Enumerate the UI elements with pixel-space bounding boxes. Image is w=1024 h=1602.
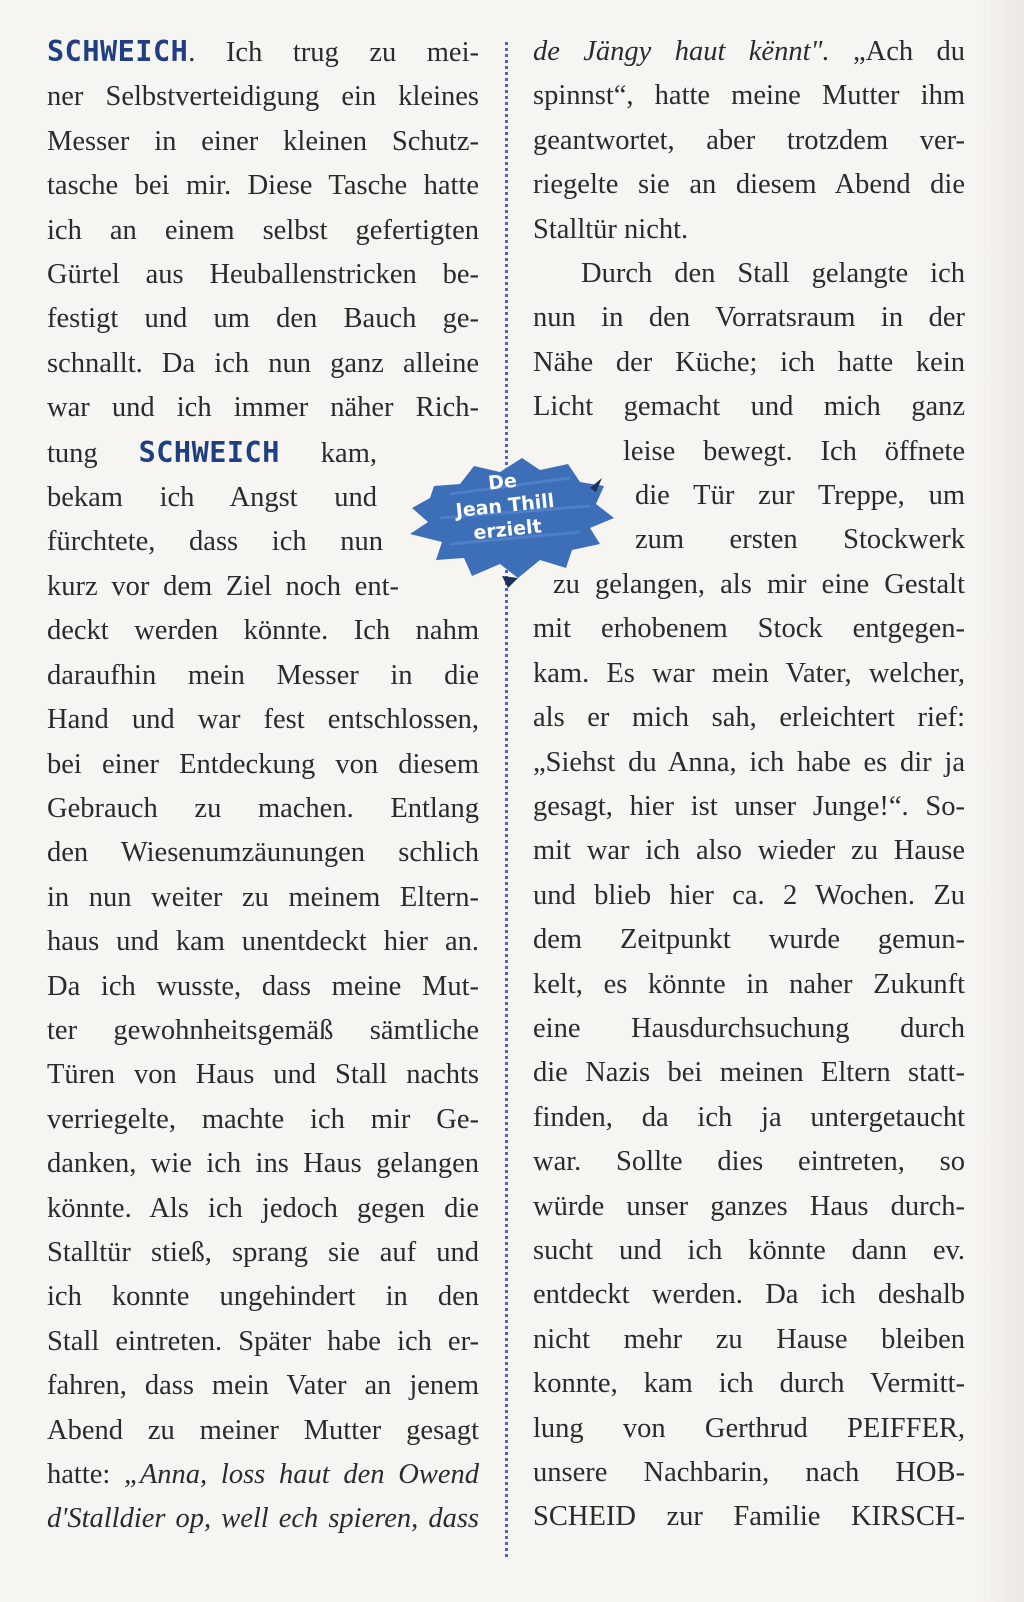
- text-run: Messer in einer kleinen Schutz-: [47, 125, 479, 157]
- text-line: [533, 296, 965, 340]
- text-line: [533, 607, 965, 651]
- text-run: dem Zeitpunkt wurde gemun-: [533, 924, 965, 956]
- text-run: mit war ich also wieder zu Hause: [533, 835, 965, 867]
- text-run: festigt und um den Bauch ge-: [47, 303, 479, 335]
- text-line: [533, 385, 965, 429]
- text-run: ich an einem selbst gefertigten: [47, 214, 479, 246]
- text-run: leise bewegt. Ich öffnete: [623, 435, 965, 467]
- text-run: ner Selbstverteidigung ein kleines: [47, 81, 479, 113]
- text-line: [47, 431, 377, 476]
- text-run: Stalltür nicht.: [533, 213, 689, 245]
- left-text-column: [47, 30, 479, 1542]
- text-run: würde unser ganzes Haus durch-: [533, 1190, 965, 1222]
- text-line: [533, 1318, 965, 1362]
- de-jean-thill-erzielt-badge: [390, 448, 620, 588]
- text-line: [47, 297, 479, 341]
- text-run: kelt, es könnte in naher Zukunft: [533, 968, 965, 1000]
- text-line: [47, 831, 479, 875]
- text-run: Durch den Stall gelangte ich: [581, 258, 965, 290]
- text-line: [533, 163, 965, 207]
- text-line: [533, 1407, 965, 1451]
- text-line: [47, 698, 479, 742]
- text-run: fürchtete, dass ich nun: [47, 526, 383, 558]
- text-run: geantwortet, aber trotzdem ver-: [533, 124, 965, 156]
- text-run: zu gelangen, als mir eine Gestalt: [553, 568, 965, 600]
- text-run: konnte, kam ich durch Vermitt-: [533, 1368, 965, 1400]
- badge-line-1: De: [487, 469, 518, 495]
- text-line: [533, 1096, 965, 1140]
- text-run: die Tür zur Treppe, um: [635, 480, 965, 512]
- text-line: [47, 120, 479, 164]
- text-line: [47, 565, 399, 609]
- text-run: entdeckt werden. Da ich deshalb: [533, 1279, 965, 1311]
- text-run: Stall eintreten. Später habe ich er-: [47, 1325, 479, 1357]
- place-name: SCHWEICH: [47, 35, 189, 68]
- text-line: [47, 965, 479, 1009]
- text-line: [533, 1229, 965, 1273]
- text-run: war und ich immer näher Rich-: [47, 392, 479, 424]
- text-run: . Ich trug zu mei-: [188, 37, 479, 68]
- text-run: Nähe der Küche; ich hatte kein: [533, 346, 965, 378]
- text-line: [47, 1231, 479, 1275]
- text-line: [47, 609, 479, 653]
- text-run: Licht gemacht und mich ganz: [533, 391, 965, 423]
- badge-line-2: Jean Thill: [454, 489, 556, 523]
- text-run: mit erhobenem Stock entgegen-: [533, 613, 965, 645]
- text-line: [47, 476, 377, 520]
- text-line: [533, 696, 965, 740]
- text-run: tasche bei mir. Diese Tasche hatte: [47, 170, 479, 202]
- text-run: Stalltür stieß, sprang sie auf und: [47, 1236, 479, 1268]
- text-line: [47, 654, 479, 698]
- text-run: könnte. Als ich jedoch gegen die: [47, 1192, 479, 1224]
- text-run: lung von Gerthrud PEIFFER,: [533, 1412, 965, 1444]
- text-line: [533, 785, 965, 829]
- text-run: tung: [47, 437, 139, 469]
- text-line: [533, 119, 965, 163]
- text-run: in nun weiter zu meinem Eltern-: [47, 881, 479, 913]
- text-line: [47, 75, 479, 119]
- text-run: „Ach du: [829, 36, 965, 67]
- text-run: Gürtel aus Heuballenstricken be-: [47, 259, 479, 291]
- text-line: [47, 1364, 479, 1408]
- text-line: [47, 1275, 479, 1319]
- text-line: [47, 342, 479, 386]
- text-run: als er mich sah, erleichtert rief:: [533, 702, 965, 734]
- text-line: [533, 918, 965, 962]
- text-line: [533, 829, 965, 873]
- text-line: [47, 1053, 479, 1097]
- text-line: [533, 652, 965, 696]
- text-run: den Wiesenumzäunungen schlich: [47, 837, 479, 869]
- text-line: [47, 787, 479, 831]
- text-run: daraufhin mein Messer in die: [47, 659, 479, 691]
- text-line: [623, 430, 965, 474]
- text-line: [47, 1497, 479, 1541]
- text-line: [47, 876, 479, 920]
- text-run: nun in den Vorratsraum in der: [533, 302, 965, 334]
- text-line: [47, 1142, 479, 1186]
- text-line: [47, 520, 383, 564]
- text-run: riegelte sie an diesem Abend die: [533, 169, 965, 201]
- text-run: kam. Es war mein Vater, welcher,: [533, 657, 965, 689]
- text-run: Da ich wusste, dass meine Mut-: [47, 970, 479, 1002]
- text-run: verriegelte, machte ich mir Ge-: [47, 1103, 479, 1135]
- text-run: die Nazis bei meinen Eltern statt-: [533, 1057, 965, 1089]
- text-line: [533, 1273, 965, 1317]
- text-line: [533, 341, 965, 385]
- text-line: [47, 1187, 479, 1231]
- text-run: sucht und ich könnte dann ev.: [533, 1234, 965, 1266]
- text-line: [533, 1451, 965, 1495]
- text-run: war. Sollte dies eintreten, so: [533, 1146, 965, 1178]
- text-run: „Siehst du Anna, ich habe es dir ja: [533, 746, 965, 778]
- text-run: Türen von Haus und Stall nachts: [47, 1059, 479, 1091]
- text-line: [47, 164, 479, 208]
- text-line: [533, 30, 965, 74]
- text-run: danken, wie ich ins Haus gelangen: [47, 1148, 479, 1180]
- text-line: [47, 1098, 479, 1142]
- text-run: spinnst“, hatte meine Mutter ihm: [533, 80, 965, 112]
- text-run: eine Hausdurchsuchung durch: [533, 1012, 965, 1044]
- text-line: [533, 74, 965, 118]
- text-line: [47, 209, 479, 253]
- text-line: [47, 743, 479, 787]
- text-line: [533, 1362, 965, 1406]
- text-line: [533, 741, 965, 785]
- text-line: [47, 920, 479, 964]
- text-line: [533, 1051, 965, 1095]
- text-run: ter gewohnheitsgemäß sämtliche: [47, 1014, 479, 1046]
- text-line: [533, 1140, 965, 1184]
- text-line: [533, 252, 965, 296]
- text-run: und blieb hier ca. 2 Wochen. Zu: [533, 879, 965, 911]
- text-run: Gebrauch zu machen. Entlang: [47, 792, 479, 824]
- text-run: deckt werden könnte. Ich nahm: [47, 615, 479, 647]
- text-run: Abend zu meiner Mutter gesagt: [47, 1414, 479, 1446]
- badge-line-3: erzielt: [472, 515, 543, 545]
- text-run: gesagt, hier ist unser Junge!“. So-: [533, 790, 965, 822]
- text-run: Hand und war fest entschlossen,: [47, 704, 479, 736]
- italic-quote: „Anna, loss haut den Owend: [124, 1459, 480, 1490]
- text-run: SCHEID zur Familie KIRSCH-: [533, 1501, 965, 1533]
- right-text-column: [533, 30, 965, 1540]
- text-run: zum ersten Stockwerk: [635, 524, 965, 556]
- place-name: SCHWEICH: [138, 435, 280, 469]
- text-run: nicht mehr zu Hause bleiben: [533, 1323, 965, 1355]
- text-line: [635, 518, 965, 562]
- text-line: [47, 30, 479, 75]
- italic-quote: d'Stalldier op, well ech spieren, dass: [47, 1503, 479, 1535]
- text-run: unsere Nachbarin, nach HOB-: [533, 1457, 965, 1488]
- page-edge-shadow: [974, 0, 1024, 1602]
- italic-quote: de Jängy haut kënnt".: [533, 36, 830, 67]
- text-run: fahren, dass mein Vater an jenem: [47, 1370, 479, 1402]
- text-run: bekam ich Angst und: [47, 482, 377, 514]
- column-divider: [505, 42, 508, 1557]
- text-line: [533, 1185, 965, 1229]
- text-line: [635, 474, 965, 518]
- text-run: kam,: [279, 437, 377, 469]
- text-run: ich konnte ungehindert in den: [47, 1281, 479, 1313]
- text-run: finden, da ich ja untergetaucht: [533, 1101, 965, 1133]
- text-line: [533, 874, 965, 918]
- text-run: hatte:: [47, 1459, 125, 1490]
- text-run: haus und kam unentdeckt hier an.: [47, 926, 479, 958]
- text-run: kurz vor dem Ziel noch ent-: [47, 570, 399, 602]
- text-line: [47, 253, 479, 297]
- text-run: bei einer Entdeckung von diesem: [47, 748, 479, 780]
- text-line: [47, 1009, 479, 1053]
- text-line: [533, 1007, 965, 1051]
- text-line: [47, 1409, 479, 1453]
- text-line: [47, 1453, 479, 1497]
- text-line: [533, 208, 965, 252]
- text-line: [47, 1320, 479, 1364]
- text-line: [533, 963, 965, 1007]
- text-run: schnallt. Da ich nun ganz alleine: [47, 347, 479, 379]
- text-line: [533, 1495, 965, 1539]
- text-line: [47, 386, 479, 430]
